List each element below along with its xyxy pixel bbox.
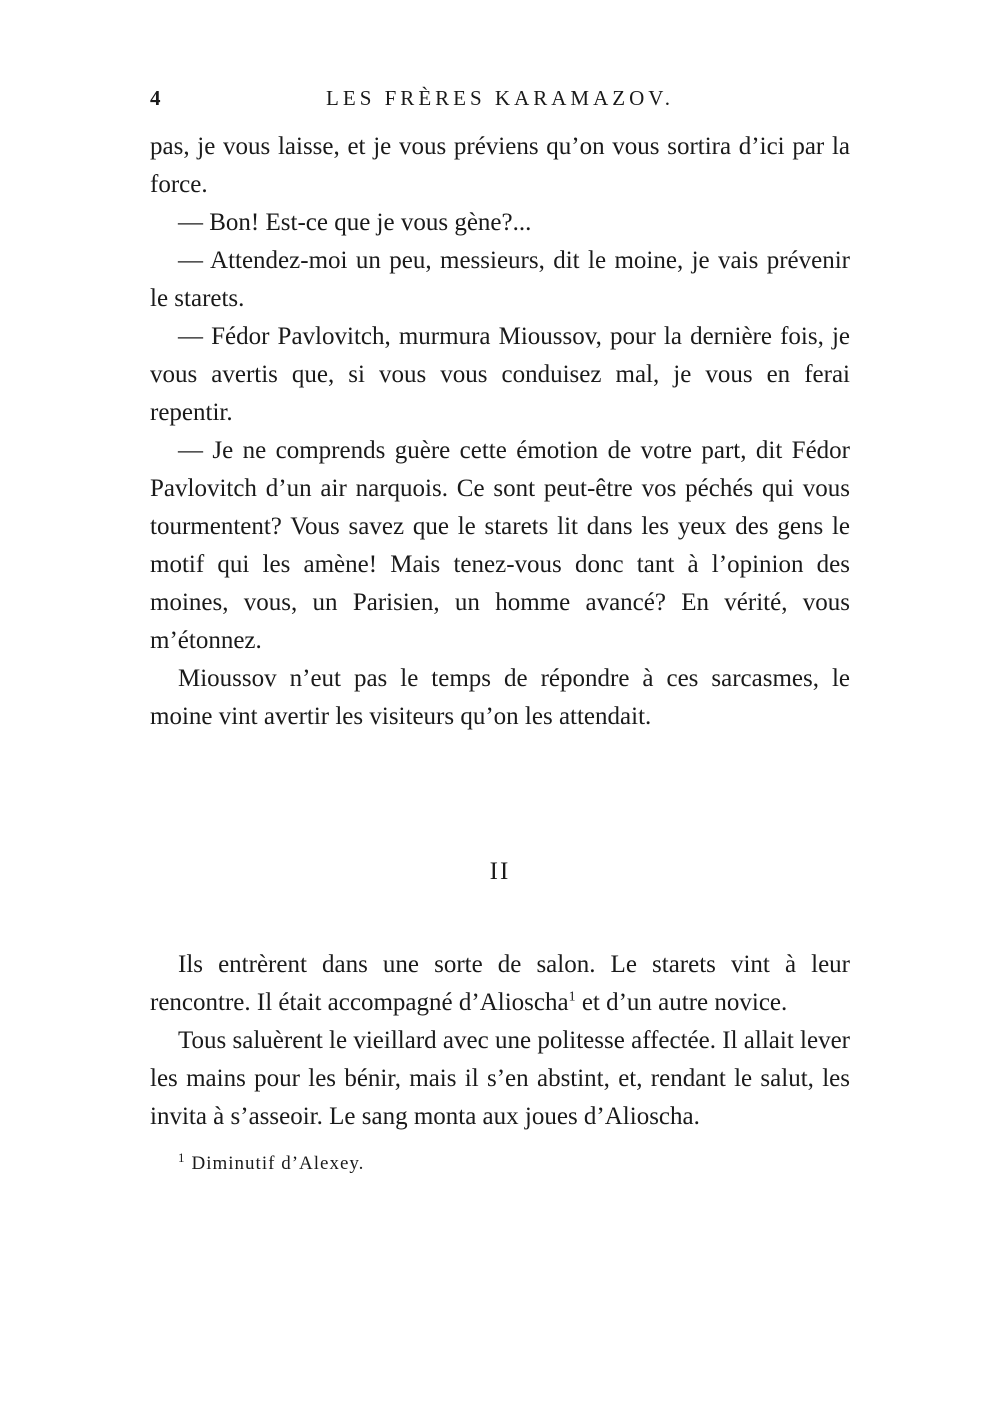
footnote-mark: 1 (178, 1149, 186, 1165)
book-page (150, 86, 850, 1178)
paragraph: Tous saluèrent le vieillard avec une politesse affectée. Il allait lever les mains pour les bénir, mais il s’en abstint, et, rendant le salut, les invita à s’asseoir. Le sang monta aux joues d’Alioscha. (150, 1027, 850, 1130)
paragraph-text: et d’un autre novice. (575, 989, 788, 1016)
page-number: 4 (150, 86, 164, 110)
dialogue-paragraph: — Bon! Est-ce que je vous gène?... (178, 209, 532, 236)
chapter-number: II (489, 858, 511, 885)
paragraph: Mioussov n’eut pas le temps de répondre à ces sarcasmes, le moine vint avertir les visiteurs qu’on les attendait. (150, 665, 850, 730)
paragraph: pas, je vous laisse, et je vous préviens qu’on vous sortira d’ici par la force. (150, 133, 850, 198)
footnote-text: Diminutif d’Alexey. (191, 1153, 365, 1174)
footnote (150, 1150, 850, 1178)
paragraph (150, 946, 850, 1022)
running-title: LES FRÈRES KARAMAZOV. (326, 86, 674, 110)
paragraph-text: Ils entrèrent dans une sorte de salon. Le starets vint à leur rencontre. Il était accompagné d’Alioscha (150, 951, 850, 1016)
dialogue-paragraph: — Fédor Pavlovitch, murmura Mioussov, pour la dernière fois, je vous avertis que, si vous vous conduisez mal, je vous en ferai repentir. (150, 323, 850, 426)
section-one-text (150, 128, 850, 736)
running-head (150, 86, 850, 120)
section-two-text (150, 946, 850, 1136)
dialogue-paragraph: — Je ne comprends guère cette émotion de votre part, dit Fédor Pavlovitch d’un air narquois. Ce sont peut-être vos péchés qui vous tourmentent? Vous savez que le starets lit dans les yeux des gens le motif qui les amène! Mais tenez-vous donc tant à l’opinion des moines, vous, un Parisien, un homme avancé? En vérité, vous m’étonnez. (150, 437, 850, 654)
footnote-reference: 1 (568, 989, 576, 1005)
dialogue-paragraph: — Attendez-moi un peu, messieurs, dit le moine, je vais prévenir le starets. (150, 247, 850, 312)
